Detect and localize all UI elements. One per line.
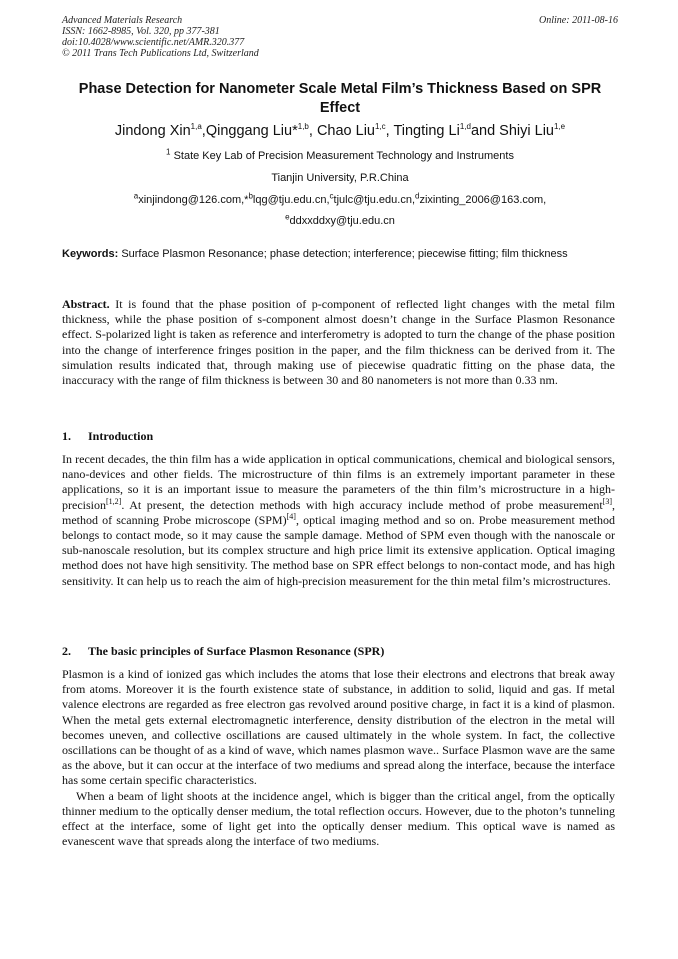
intro-text: In recent decades, the thin film has a wide application in optical communications, chemical and biological sensors, nano-devices and other fields. The microstructure of thin films is an extremely important parameter in these applications, so it is an important issue to measure the parameters of the thin film’s microstructure in a high-precision [62,452,615,512]
author-sup: 1,a [190,122,202,132]
journal-issn: ISSN: 1662-8985, Vol. 320, pp 377-381 [62,26,220,37]
author-name: Tingting Li [393,123,460,139]
email-sup: a [133,191,139,201]
author-sup: 1,b [297,122,309,132]
affiliation-line-2: Tianjin University, P.R.China [271,172,409,184]
email-c: tjulc@tju.edu.cn, [333,194,416,206]
journal-header [62,15,618,59]
section-number: 2. [62,644,71,658]
author-name: Qinggang Liu* [205,123,298,139]
introduction-paragraph [62,452,615,589]
affiliation-sup: 1 [166,147,171,157]
citation: [1,2] [106,496,122,506]
journal-name: Advanced Materials Research [62,15,183,26]
abstract [62,297,615,388]
spr-paragraph-1: Plasmon is a kind of ionized gas which includes the atoms that lose their electrons and electrons that break away from atoms. Moreover it is the fourth existence state of substance, in addition to solid, liquid and gas. If metal valence electrons are regarded as free electron gas revolved around positive charge, in fact it is a kind of plasmon. When the metal gets external electromagnetic interference, density distribution of the electron in the metal will becomes uneven, and collective oscillations are caused ultimately in the whole system. In fact, the collective oscillations can be thought of as a kind of wave, which names plasmon wave.. Surface Plasmon wave are the same as the above, but it can occur at the interface of two mediums and spread along the interface, because the interface has some certain specific characteristics. [62,667,615,788]
email-line-1 [62,191,618,207]
section-heading-spr [62,644,615,659]
paper-title: Phase Detection for Nanometer Scale Metal Film’s Thickness Based on SPR Effect [78,81,602,116]
email-a: xinjindong@126.com,* [138,194,249,206]
email-d: zixinting_2006@163.com, [419,194,547,206]
email-sup: c [329,191,334,201]
online-date: Online: 2011-08-16 [539,15,618,26]
author-sup: 1,c [374,122,386,132]
email-sup: b [248,191,253,201]
journal-doi: doi:10.4028/www.scientific.net/AMR.320.377 [62,37,245,48]
email-sup: d [415,191,420,201]
email-sup: e [285,212,290,222]
intro-text: , optical imaging method and so on. Probe measurement method belongs to contact mode, so it may cause the sample damage. Method of SPM even though with the nanoscale or sub-nanoscale resolution, but its complex structure and high price limit its extensive application. Optical imaging method does not have high sensitivity. The method base on SPR effect belongs to non-contact mode, and has high sensitivity. It can help us to reach the aim of high-precision measurement for the thin metal film’s microstructures. [62,512,616,588]
author-name: Chao Liu [316,123,375,139]
intro-text: . At present, the detection methods with high accuracy include method of probe measurement [121,497,603,512]
author-sep: , [385,123,394,139]
author-name: and Shiyi Liu [470,123,554,139]
citation: [4] [286,511,296,521]
section-heading-introduction [62,429,615,444]
citation: [3] [602,496,612,506]
author-sup: 1,d [459,122,471,132]
email-b: lqg@tju.edu.cn, [252,194,330,206]
keywords [62,247,615,261]
keywords-text: Surface Plasmon Resonance; phase detection; interference; piecewise fitting; film thickness [121,248,568,260]
author-list [62,122,618,140]
author-name: Jindong Xin [114,123,191,139]
section-number: 1. [62,429,71,443]
keywords-label: Keywords: [62,248,119,260]
abstract-text: It is found that the phase position of p-component of reflected light changes with the metal film thickness, while the phase position of s-component almost doesn’t change in the Surface Plasmon Resonance effect. S-polarized light is taken as reference and interferometry is adopted to turn the change of the phase position into the change of interference fringes position in the paper, and the film thickness can be derived from it. The simulation results indicated that, through making use of piecewise quadratic fitting on the phase data, the inaccuracy with the range of film thickness is between 30 and 80 nanometers is not more than 0.33 nm. [62,297,615,388]
affiliation-line-1 [62,147,618,163]
email-e: ddxxddxy@tju.edu.cn [289,215,395,227]
author-sep: , [308,123,317,139]
author-sep: , [201,123,206,139]
affiliation-lab: State Key Lab of Precision Measurement Technology and Instruments [173,150,514,162]
intro-text: , method of scanning Probe microscope (SPM) [62,497,615,527]
section-title: Introduction [88,429,154,443]
email-line-2 [62,212,618,228]
spr-paragraph-2: When a beam of light shoots at the incidence angel, which is bigger than the critical angel, from the optically thinner medium to the optically denser medium, the total reflection occurs. However, due to the photon’s tunneling effect at the interface, some of light get into the optically denser medium. This optical wave is named as evanescent wave that spreads along the interface of two mediums. [62,788,615,849]
abstract-label: Abstract. [62,297,110,311]
section-title: The basic principles of Surface Plasmon Resonance (SPR) [88,644,385,658]
journal-copyright: © 2011 Trans Tech Publications Ltd, Switzerland [62,48,259,59]
spr-paragraphs [62,667,615,849]
author-sup: 1,e [553,122,566,132]
